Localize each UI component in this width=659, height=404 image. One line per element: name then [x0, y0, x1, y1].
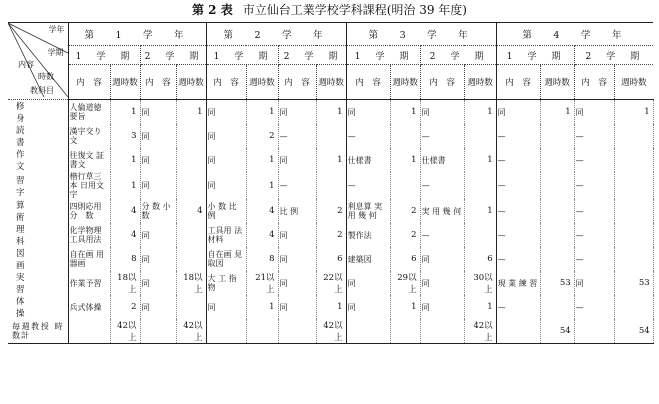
hours-cell: 6	[390, 247, 420, 271]
hours-cell	[540, 199, 574, 223]
subject-cell: 毎週教授 時数計	[8, 319, 68, 344]
content-col-header: 内 容	[206, 65, 246, 100]
content-cell	[346, 319, 390, 344]
hours-cell: 6	[316, 247, 346, 271]
content-cell: 同	[346, 100, 390, 125]
content-cell: —	[574, 295, 614, 319]
hours-cell	[614, 295, 653, 319]
hours-cell	[464, 172, 496, 199]
content-cell: —	[574, 223, 614, 247]
table-row	[8, 124, 653, 148]
content-cell: —	[496, 172, 540, 199]
content-cell: 同	[140, 124, 176, 148]
content-cell: —	[574, 124, 614, 148]
corner-content-label: 内容	[18, 60, 34, 69]
subject-cell: 算術	[8, 199, 68, 223]
subject-cell: 体操	[8, 295, 68, 319]
hours-cell	[316, 124, 346, 148]
hours-col-header: 週時数	[246, 65, 278, 100]
hours-cell: 53	[614, 271, 653, 295]
content-cell: 同	[206, 124, 246, 148]
hours-cell: 1	[464, 199, 496, 223]
content-cell: 同	[574, 100, 614, 125]
subject-cell: 習字	[8, 172, 68, 199]
content-cell: 同	[140, 295, 176, 319]
hours-cell	[246, 319, 278, 344]
subject-cell: 作文	[8, 148, 68, 172]
subject-cell: 修身	[8, 100, 68, 125]
hours-cell: 6	[464, 247, 496, 271]
hours-cell	[176, 148, 206, 172]
content-cell: 自在画 見取図	[206, 247, 246, 271]
hours-cell	[316, 172, 346, 199]
content-cell: —	[574, 247, 614, 271]
content-cell: —	[278, 172, 316, 199]
content-cell: —	[420, 172, 464, 199]
content-cell: 同	[278, 295, 316, 319]
subject-cell: 理科	[8, 223, 68, 247]
content-cell: 同	[496, 100, 540, 125]
content-col-header: 内 容	[346, 65, 390, 100]
hours-cell: 1	[110, 172, 140, 199]
hours-cell	[614, 148, 653, 172]
table-row	[8, 100, 653, 125]
hours-cell: 53	[540, 271, 574, 295]
content-cell: 同	[346, 295, 390, 319]
hours-cell: 2	[316, 223, 346, 247]
content-cell	[420, 319, 464, 344]
content-cell: —	[346, 124, 390, 148]
content-cell: —	[496, 124, 540, 148]
content-cell: 同	[206, 148, 246, 172]
content-cell: 小 数 比 例	[206, 199, 246, 223]
content-cell: 同	[278, 247, 316, 271]
hours-cell: 3	[110, 124, 140, 148]
hours-cell: 4	[246, 223, 278, 247]
content-cell: 同	[206, 172, 246, 199]
content-cell	[206, 319, 246, 344]
hours-cell: 1	[316, 295, 346, 319]
table-row	[8, 148, 653, 172]
table-row	[8, 295, 653, 319]
content-cell: 同	[420, 247, 464, 271]
content-col-header: 内 容	[68, 65, 110, 100]
hours-cell: 1	[246, 148, 278, 172]
hours-cell: 22以上	[316, 271, 346, 295]
term-header: 2 学 期	[140, 46, 206, 65]
hours-cell: 29以上	[390, 271, 420, 295]
hours-col-header: 週時数	[540, 65, 574, 100]
content-cell: 楷行草三本 日用文字	[68, 172, 110, 199]
corner-term-label: 学期	[47, 48, 64, 57]
hours-cell: 2	[110, 295, 140, 319]
content-cell: 仕様書	[346, 148, 390, 172]
corner-grade-label: 学年	[48, 25, 65, 34]
content-cell: 同	[140, 271, 176, 295]
content-cell: —	[278, 124, 316, 148]
table-row	[8, 199, 653, 223]
grade-4-header: 第 4 学 年	[496, 23, 653, 46]
hours-col-header: 週時数	[614, 65, 653, 100]
content-cell: 実 用 幾 何	[420, 199, 464, 223]
content-cell: 同	[346, 271, 390, 295]
term-header: 1 学 期	[206, 46, 278, 65]
content-cell: —	[574, 199, 614, 223]
content-cell	[574, 319, 614, 344]
hours-cell: 1	[390, 148, 420, 172]
content-cell: 自在画 用器画	[68, 247, 110, 271]
table-body	[8, 100, 653, 344]
content-cell: 兵式体操	[68, 295, 110, 319]
hours-cell: 1	[316, 148, 346, 172]
hours-cell	[390, 319, 420, 344]
table-row	[8, 172, 653, 199]
content-cell: 同	[278, 271, 316, 295]
hours-cell	[614, 124, 653, 148]
content-cell: 大 工 指 物	[206, 271, 246, 295]
hours-cell	[540, 172, 574, 199]
content-cell: —	[496, 199, 540, 223]
grade-2-header: 第 2 学 年	[206, 23, 346, 46]
content-col-header: 内 容	[574, 65, 614, 100]
hours-cell: 4	[110, 199, 140, 223]
content-cell: 同	[206, 295, 246, 319]
content-cell: 往復文 証書文	[68, 148, 110, 172]
grade-1-header: 第 1 学 年	[68, 23, 206, 46]
hours-cell: 1	[246, 295, 278, 319]
table-row	[8, 247, 653, 271]
content-cell: 同	[420, 271, 464, 295]
content-cell	[278, 319, 316, 344]
content-cell: 比 例	[278, 199, 316, 223]
content-cell: 仕様書	[420, 148, 464, 172]
hours-cell: 1	[390, 295, 420, 319]
grade-3-header: 第 3 学 年	[346, 23, 496, 46]
hours-col-header: 週時数	[390, 65, 420, 100]
content-cell: 同	[140, 223, 176, 247]
hours-cell: 1	[540, 100, 574, 125]
content-cell: 同	[420, 295, 464, 319]
content-cell: 同	[278, 148, 316, 172]
hours-cell	[540, 124, 574, 148]
subject-cell: 実習	[8, 271, 68, 295]
hours-cell	[176, 124, 206, 148]
hours-cell	[176, 247, 206, 271]
content-cell: 製作法	[346, 223, 390, 247]
content-cell: 同	[278, 223, 316, 247]
hours-cell	[464, 223, 496, 247]
corner-subject-label: 教科目	[30, 86, 54, 95]
hours-cell: 1	[614, 100, 653, 125]
subject-cell: 読書	[8, 124, 68, 148]
hours-cell	[176, 295, 206, 319]
table-row	[8, 271, 653, 295]
content-cell	[68, 319, 110, 344]
hours-cell: 4	[110, 223, 140, 247]
content-cell: 同	[206, 100, 246, 125]
content-cell: —	[574, 148, 614, 172]
content-cell: 化学物理 工具用法	[68, 223, 110, 247]
hours-cell: 2	[246, 124, 278, 148]
content-cell: —	[496, 148, 540, 172]
hours-cell: 2	[390, 199, 420, 223]
term-header: 1 学 期	[496, 46, 574, 65]
curriculum-table	[8, 22, 654, 344]
hours-cell: 2	[390, 223, 420, 247]
hours-cell: 4	[176, 199, 206, 223]
hours-col-header: 週時数	[464, 65, 496, 100]
term-header: 2 学 期	[574, 46, 653, 65]
content-cell: 工具用 法材料	[206, 223, 246, 247]
content-col-header: 内 容	[420, 65, 464, 100]
content-cell	[496, 319, 540, 344]
hours-cell: 2	[316, 199, 346, 223]
content-col-header: 内 容	[496, 65, 540, 100]
content-cell: —	[574, 172, 614, 199]
content-cell: —	[496, 223, 540, 247]
hours-cell	[540, 247, 574, 271]
hours-cell: 42以上	[316, 319, 346, 344]
hours-col-header: 週時数	[316, 65, 346, 100]
content-cell: 人倫道徳 要旨	[68, 100, 110, 125]
content-cell: 同	[278, 100, 316, 125]
hours-cell	[540, 295, 574, 319]
hours-cell: 1	[464, 100, 496, 125]
hours-cell: 1	[464, 148, 496, 172]
hours-col-header: 週時数	[110, 65, 140, 100]
hours-cell: 1	[110, 148, 140, 172]
hours-cell: 1	[176, 100, 206, 125]
hours-cell: 42以上	[176, 319, 206, 344]
hours-cell: 30以上	[464, 271, 496, 295]
hours-cell: 1	[246, 172, 278, 199]
content-cell: 建築図	[346, 247, 390, 271]
content-cell: 利息算 実 用 幾 何	[346, 199, 390, 223]
hours-cell: 8	[246, 247, 278, 271]
content-cell: —	[496, 295, 540, 319]
hours-cell	[464, 124, 496, 148]
hours-cell: 1	[246, 100, 278, 125]
corner-header	[8, 23, 68, 100]
term-header: 1 学 期	[68, 46, 140, 65]
table-row	[8, 319, 653, 344]
table-title: 市立仙台工業学校学科課程(明治 39 年度)	[242, 3, 467, 17]
hours-cell: 1	[464, 295, 496, 319]
content-cell	[140, 319, 176, 344]
hours-cell: 54	[540, 319, 574, 344]
hours-cell	[614, 172, 653, 199]
hours-cell: 54	[614, 319, 653, 344]
hours-col-header: 週時数	[176, 65, 206, 100]
hours-cell: 21以上	[246, 271, 278, 295]
hours-cell	[614, 223, 653, 247]
content-cell: —	[420, 223, 464, 247]
hours-cell: 8	[110, 247, 140, 271]
subject-cell: 図画	[8, 247, 68, 271]
table-row	[8, 223, 653, 247]
hours-cell: 1	[110, 100, 140, 125]
hours-cell	[176, 172, 206, 199]
term-header: 2 学 期	[278, 46, 346, 65]
hours-cell	[614, 199, 653, 223]
content-cell: 同	[140, 247, 176, 271]
content-cell: 四則応用 分 数	[68, 199, 110, 223]
content-cell: 現 業 練 習	[496, 271, 540, 295]
content-cell: 同	[420, 100, 464, 125]
table-caption	[0, 0, 659, 20]
hours-cell	[390, 124, 420, 148]
content-cell: —	[346, 172, 390, 199]
corner-hours-label: 時数	[38, 72, 54, 81]
hours-cell: 4	[246, 199, 278, 223]
content-cell: 分 数 小 数	[140, 199, 176, 223]
hours-cell: 18以上	[176, 271, 206, 295]
hours-cell: 1	[390, 100, 420, 125]
hours-cell	[614, 247, 653, 271]
table-number: 第 2 表	[192, 3, 233, 17]
hours-cell	[540, 148, 574, 172]
content-col-header: 内 容	[278, 65, 316, 100]
hours-cell	[176, 223, 206, 247]
term-header: 2 学 期	[420, 46, 496, 65]
content-cell: 同	[140, 172, 176, 199]
content-cell: 同	[140, 100, 176, 125]
hours-cell	[540, 223, 574, 247]
hours-cell: 18以上	[110, 271, 140, 295]
hours-cell: 42以上	[110, 319, 140, 344]
hours-cell: 1	[316, 100, 346, 125]
hours-cell	[390, 172, 420, 199]
content-cell: 作業予習	[68, 271, 110, 295]
hours-cell: 42以上	[464, 319, 496, 344]
term-header: 1 学 期	[346, 46, 420, 65]
content-cell: 同	[140, 148, 176, 172]
content-col-header: 内 容	[140, 65, 176, 100]
content-cell: —	[420, 124, 464, 148]
content-cell: 漢字交り文	[68, 124, 110, 148]
content-cell: 同	[574, 271, 614, 295]
content-cell: —	[496, 247, 540, 271]
